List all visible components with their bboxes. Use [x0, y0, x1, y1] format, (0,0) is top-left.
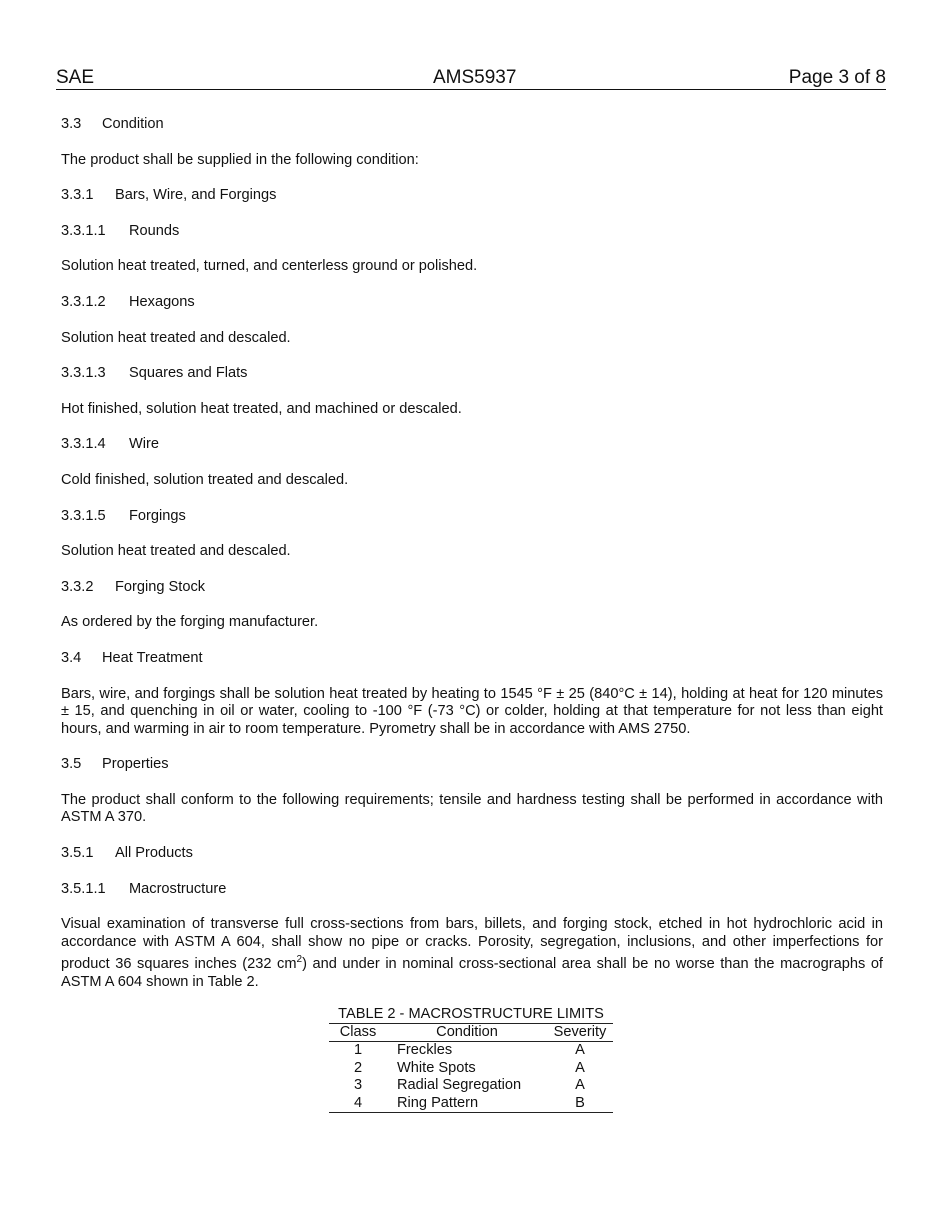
section-number: 3.3.1.4 [61, 436, 106, 453]
section-title: Squares and Flats [129, 365, 248, 382]
table-row [329, 1042, 613, 1060]
cell-severity: B [547, 1095, 613, 1113]
section-title: Rounds [129, 222, 180, 239]
section-number: 3.3.1 [61, 187, 94, 204]
document-body [61, 116, 883, 991]
cell-class: 4 [329, 1095, 387, 1113]
section-title: Hexagons [129, 293, 195, 310]
paragraph: Solution heat treated and descaled. [61, 543, 291, 560]
paragraph: Bars, wire, and forgings shall be solution heat treated by heating to 1545 °F ± 25 (840°C ± 14), holding at heat for 120 minutes ± 15, and quenching in oil or water, cooling to -100 °F (-73 °C) or colder, holding at that temperature for not less than eight hours, and warming in air to room temperature. Pyrometry shall be in accordance with AMS 2750. [61, 685, 883, 737]
paragraph-text: ) and under in nominal cross-sectional area shall be no worse than the macrographs of ASTM A 604 shown in Table 2. [61, 956, 883, 990]
superscript: 2 [296, 954, 303, 966]
section-number: 3.5.1.1 [61, 880, 106, 897]
section-number: 3.5 [61, 756, 82, 773]
cell-class: 1 [353, 1042, 363, 1058]
section-number: 3.3.1.2 [61, 293, 106, 310]
section-heading [61, 365, 883, 383]
page-header [56, 67, 886, 90]
section-heading [61, 881, 883, 899]
header-page-number: Page 3 of 8 [788, 67, 886, 88]
section-title: Macrostructure [129, 880, 227, 897]
section-title: Forgings [129, 507, 186, 524]
section-heading [61, 579, 883, 597]
section-number: 3.4 [61, 649, 82, 666]
table-grid [329, 1023, 613, 1113]
cell-condition: Ring Pattern [387, 1095, 547, 1113]
section-title: Forging Stock [115, 578, 206, 595]
section-heading [61, 436, 883, 454]
cell-class: 3 [353, 1077, 363, 1094]
section-number: 3.3.1.3 [61, 365, 106, 382]
header-condition: Condition [387, 1024, 547, 1042]
cell-severity: A [575, 1059, 585, 1076]
cell-class: 2 [353, 1059, 363, 1076]
cell-condition: Radial Segregation [397, 1077, 522, 1094]
macrostructure-table [329, 1005, 613, 1113]
section-number: 3.3.2 [61, 578, 94, 595]
paragraph: Hot finished, solution heat treated, and machined or descaled. [61, 400, 462, 417]
section-heading [61, 223, 883, 241]
cell-condition: White Spots [397, 1059, 476, 1076]
macrostructure-paragraph [61, 916, 883, 991]
header-doc-number: AMS5937 [433, 67, 517, 88]
paragraph: Solution heat treated, turned, and centerless ground or polished. [61, 258, 478, 275]
section-title: Wire [129, 436, 159, 453]
table-row [329, 1095, 613, 1113]
cell-severity: A [575, 1042, 585, 1058]
paragraph-text: Visual examination of transverse full cross-sections from bars, billets, and forging stock, etched in hot hydrochloric acid in accordance with ASTM A 604, shall show no pipe or cracks. Porosity, segregation, inclusions, and other imperfections for product 36 squares inches (232 cm [61, 916, 883, 973]
paragraph: The product shall be supplied in the following condition: [61, 151, 419, 168]
table-row [329, 1060, 613, 1078]
paragraph: Cold finished, solution treated and descaled. [61, 471, 349, 488]
cell-condition: Freckles [397, 1042, 453, 1058]
section-number: 3.3.1.1 [61, 222, 106, 239]
table-header-row [329, 1024, 613, 1042]
section-heading [61, 116, 883, 134]
section-heading [61, 650, 883, 668]
section-title: Condition [102, 116, 164, 132]
section-title: Properties [102, 756, 169, 773]
section-heading [61, 294, 883, 312]
table-title: TABLE 2 - MACROSTRUCTURE LIMITS [338, 1006, 604, 1022]
section-title: Bars, Wire, and Forgings [115, 187, 277, 204]
section-heading [61, 187, 883, 205]
section-number: 3.5.1 [61, 845, 94, 862]
cell-severity: A [575, 1077, 585, 1094]
section-heading [61, 508, 883, 526]
header-severity: Severity [547, 1024, 613, 1042]
section-number: 3.3 [61, 116, 82, 132]
paragraph: Solution heat treated and descaled. [61, 329, 291, 346]
section-heading [61, 756, 883, 774]
section-title: Heat Treatment [102, 649, 203, 666]
header-class: Class [329, 1024, 387, 1042]
section-number: 3.3.1.5 [61, 507, 106, 524]
header-org: SAE [56, 67, 95, 88]
paragraph: As ordered by the forging manufacturer. [61, 614, 319, 631]
section-heading [61, 845, 883, 863]
table-row [329, 1077, 613, 1095]
paragraph: The product shall conform to the following requirements; tensile and hardness testing shall be performed in accordance with ASTM A 370. [61, 791, 883, 826]
section-title: All Products [115, 845, 193, 862]
